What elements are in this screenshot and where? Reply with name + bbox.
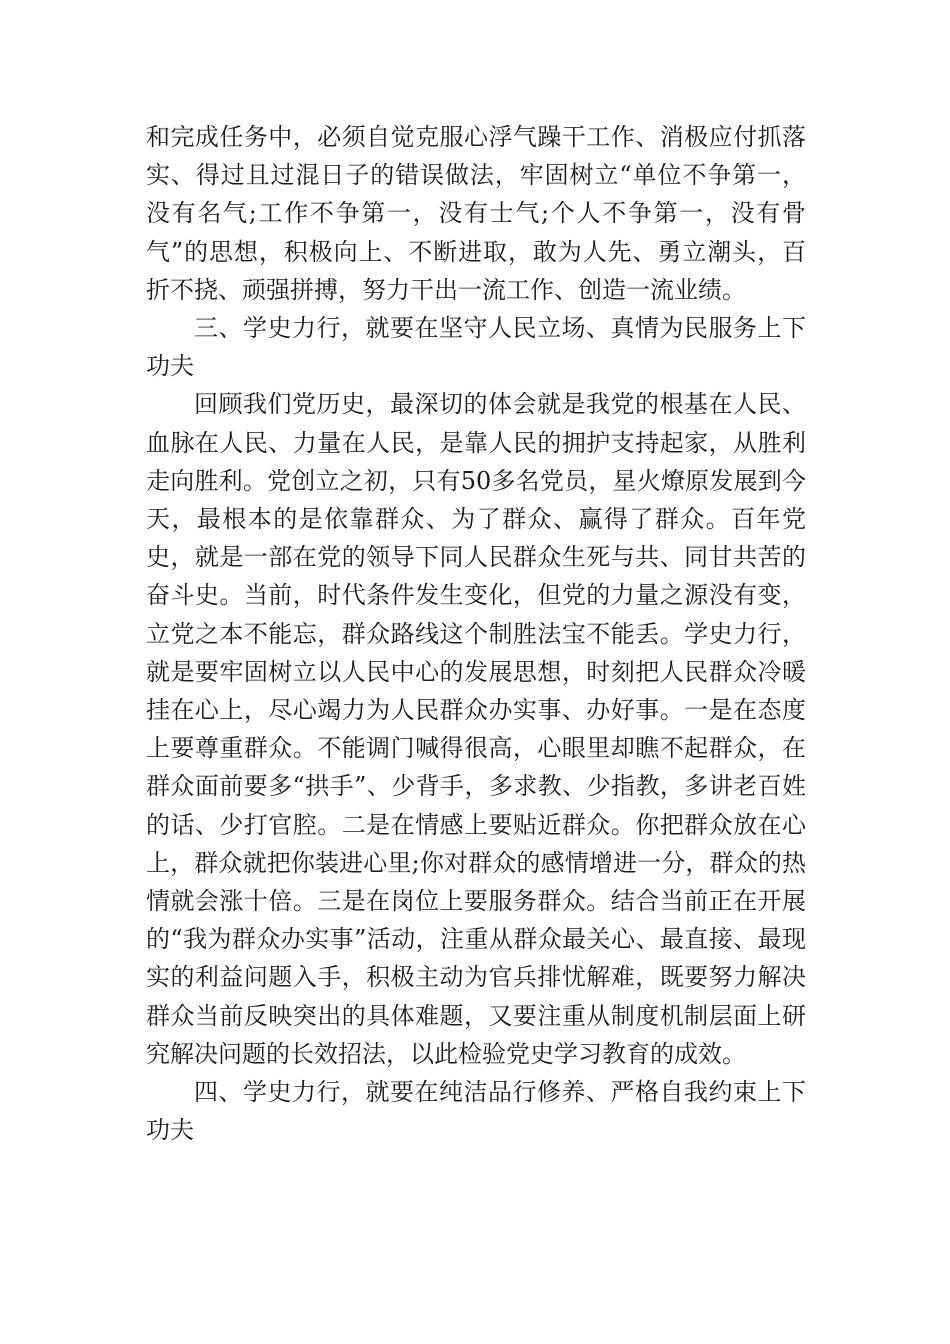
section-heading-3: 三、学史力行，就要在坚守人民立场、真情为民服务上下功夫 — [146, 314, 806, 381]
document-page — [146, 118, 806, 1149]
body-paragraph-continued: 和完成任务中，必须自觉克服心浮气躁干工作、消极应付抓落实、得过且过混日子的错误做法，牢固树立“单位不争第一，没有名气;工作不争第一，没有士气;个人不争第一，没有骨气”的思想，积极向上、不断进取，敢为人先、勇立潮头，百折不挠、顽强拼搏，努力干出一流工作、创造一流业绩。 — [146, 123, 806, 304]
body-paragraph: 回顾我们党历史，最深切的体会就是我党的根基在人民、血脉在人民、力量在人民，是靠人民的拥护支持起家，从胜利走向胜利。党创立之初，只有50多名党员，星火燎原发展到今天，最根本的是依靠群众、为了群众、赢得了群众。百年党史，就是一部在党的领导下同人民群众生死与共、同甘共苦的奋斗史。当前，时代条件发生变化，但党的力量之源没有变，立党之本不能忘，群众路线这个制胜法宝不能丢。学史力行，就是要牢固树立以人民中心的发展思想，时刻把人民群众冷暖挂在心上，尽心竭力为人民群众办实事、办好事。一是在态度上要尊重群众。不能调门喊得很高，心眼里却瞧不起群众，在群众面前要多“拱手”、少背手，多求教、少指教，多讲老百姓的话、少打官腔。二是在情感上要贴近群众。你把群众放在心上，群众就把你装进心里;你对群众的感情增进一分，群众的热情就会涨十倍。三是在岗位上要服务群众。结合当前正在开展的“我为群众办实事”活动，注重从群众最关心、最直接、最现实的利益问题入手，积极主动为官兵排忧解难，既要努力解决群众当前反映突出的具体难题，又要注重从制度机制层面上研究解决问题的长效招法，以此检验党史学习教育的成效。 — [146, 390, 806, 1068]
section-heading-4: 四、学史力行，就要在纯洁品行修养、严格自我约束上下功夫 — [146, 1078, 806, 1145]
